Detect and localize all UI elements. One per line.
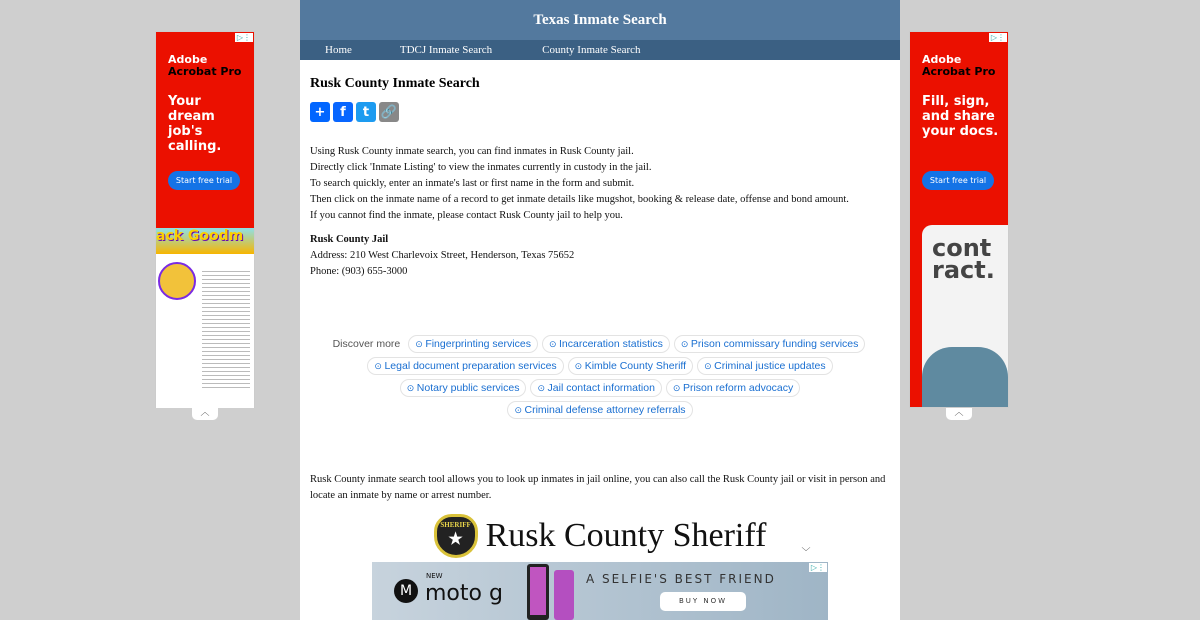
search-icon: ⊙ xyxy=(548,339,559,349)
search-icon: ⊙ xyxy=(672,383,683,393)
ad-brand-product: Acrobat Pro xyxy=(922,65,996,78)
discover-chip[interactable]: ⊙ Fingerprinting services xyxy=(408,335,538,353)
discover-chip[interactable]: ⊙ Prison commissary funding services xyxy=(674,335,866,353)
intro-line: Directly click 'Inmate Listing' to view the inmates currently in custody in the jail. xyxy=(310,162,652,173)
site-title: Texas Inmate Search xyxy=(300,0,900,40)
intro-line: Then click on the inmate name of a record to get inmate details like mugshot, booking & release date, offense and bond amount. xyxy=(310,194,849,205)
discover-chip[interactable]: ⊙ Notary public services xyxy=(400,379,527,397)
sheriff-badge-icon: SHERIFF ★ xyxy=(434,514,478,558)
discover-chip[interactable]: ⊙ Criminal justice updates xyxy=(697,357,833,375)
search-icon: ⊙ xyxy=(704,361,715,371)
twitter-icon[interactable]: t xyxy=(356,102,376,122)
main-nav xyxy=(300,40,900,60)
discover-chip[interactable]: ⊙ Legal document preparation services xyxy=(367,357,563,375)
jail-name: Rusk County Jail xyxy=(310,234,389,245)
ad-left[interactable] xyxy=(155,31,255,408)
collapse-bottom-ad-button[interactable]: ﹀ xyxy=(790,548,822,562)
ad-brand: Adobe xyxy=(168,53,208,66)
sheriff-logo-text: Rusk County Sheriff xyxy=(485,517,767,554)
collapse-ad-button[interactable]: ︿ xyxy=(192,408,218,420)
jail-info xyxy=(310,232,890,280)
ad-cta-button[interactable]: Start free trial xyxy=(922,171,994,190)
discover-chip[interactable]: ⊙ Jail contact information xyxy=(530,379,661,397)
discover-chip[interactable]: ⊙ Prison reform advocacy xyxy=(666,379,800,397)
discover-chip[interactable]: ⊙ Incarceration statistics xyxy=(542,335,670,353)
search-icon: ⊙ xyxy=(406,383,417,393)
jail-address: Address: 210 West Charlevoix Street, Henderson, Texas 75652 xyxy=(310,250,575,261)
copy-link-icon[interactable]: 🔗 xyxy=(379,102,399,122)
ad-brand: Adobe xyxy=(922,53,962,66)
adchoices-icon[interactable]: ▷⋮ xyxy=(810,563,825,572)
ad-tagline: A SELFIE'S BEST FRIEND xyxy=(586,572,776,586)
page-title: Rusk County Inmate Search xyxy=(310,76,480,91)
intro-text xyxy=(310,144,890,224)
ad-image-text: ack Goodm xyxy=(156,228,254,254)
nav-county-inmate-search[interactable]: County Inmate Search xyxy=(542,44,641,56)
intro-line: Using Rusk County inmate search, you can find inmates in Rusk County jail. xyxy=(310,146,634,157)
ad-phone-image xyxy=(527,564,549,620)
nav-tdcj-inmate-search[interactable]: TDCJ Inmate Search xyxy=(399,44,493,56)
ad-headline: Your dream job's calling. xyxy=(168,94,222,154)
ad-contract-image xyxy=(922,225,1008,407)
ad-resume-image xyxy=(156,228,254,408)
motorola-logo-icon: M xyxy=(394,579,418,603)
search-icon: ⊙ xyxy=(680,339,691,349)
share-plus-icon[interactable]: + xyxy=(310,102,330,122)
collapse-ad-button[interactable]: ︿ xyxy=(946,408,972,420)
search-icon: ⊙ xyxy=(374,361,385,371)
ad-buy-now-button[interactable]: BUY NOW xyxy=(660,592,746,611)
search-icon: ⊙ xyxy=(574,361,585,371)
ad-phone-back-image xyxy=(554,570,574,620)
adchoices-icon[interactable]: ▷⋮ xyxy=(990,33,1005,42)
ad-right[interactable] xyxy=(909,31,1009,408)
main-page xyxy=(300,0,900,620)
body-paragraph: Rusk County inmate search tool allows you to look up inmates in jail online, you can also call the Rusk County jail or visit in person and locate an inmate by name or arrest number. xyxy=(310,474,886,501)
intro-line: To search quickly, enter an inmate's last or first name in the form and submit. xyxy=(310,178,635,189)
ad-image-text: cont ract. xyxy=(932,234,995,284)
search-icon: ⊙ xyxy=(537,383,548,393)
adchoices-icon[interactable]: ▷⋮ xyxy=(236,33,251,42)
discover-label: Discover more xyxy=(332,338,401,350)
discover-chip[interactable]: ⊙ Kimble County Sheriff xyxy=(568,357,693,375)
ad-cta-button[interactable]: Start free trial xyxy=(168,171,240,190)
ad-new-label: NEW xyxy=(426,572,443,580)
jail-phone: Phone: (903) 655-3000 xyxy=(310,266,408,277)
facebook-icon[interactable]: f xyxy=(333,102,353,122)
nav-home[interactable]: Home xyxy=(325,44,352,56)
ad-brand-product: Acrobat Pro xyxy=(168,65,242,78)
discover-chip[interactable]: ⊙ Criminal defense attorney referrals xyxy=(507,401,692,419)
ad-brand: moto g xyxy=(425,581,503,606)
intro-line: If you cannot find the inmate, please contact Rusk County jail to help you. xyxy=(310,210,623,221)
discover-more xyxy=(310,333,890,421)
share-bar xyxy=(310,102,890,122)
search-icon: ⊙ xyxy=(415,339,426,349)
search-icon: ⊙ xyxy=(514,405,525,415)
ad-bottom[interactable] xyxy=(372,562,828,620)
ad-headline: Fill, sign, and share your docs. xyxy=(922,94,999,139)
